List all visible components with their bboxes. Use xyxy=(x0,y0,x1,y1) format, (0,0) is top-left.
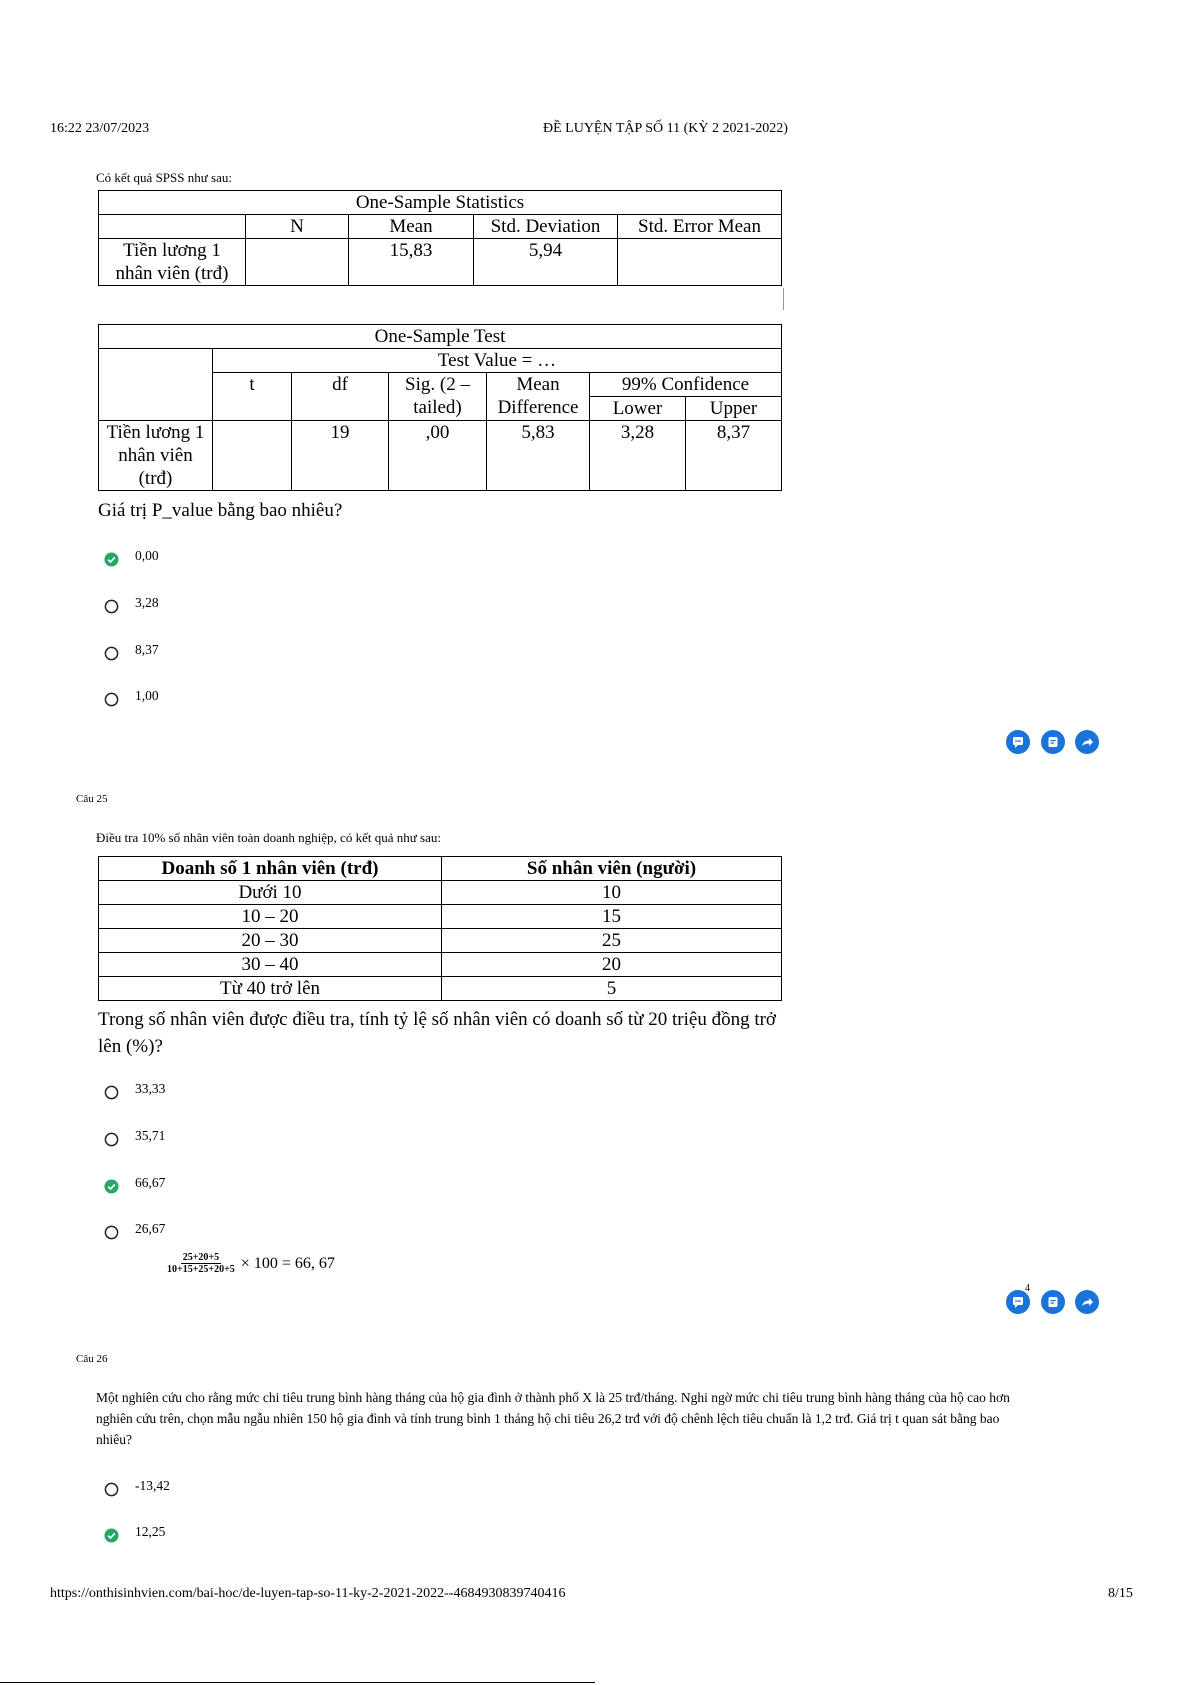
q25-option-1[interactable] xyxy=(104,1081,165,1097)
cursor-mark xyxy=(783,288,784,310)
share-button[interactable] xyxy=(1075,1290,1099,1314)
test-header-meandiff: Mean Difference xyxy=(487,373,590,421)
test-row-label: Tiền lương 1 nhân viên (trđ) xyxy=(99,421,213,491)
q24-option-4[interactable] xyxy=(104,688,159,704)
test-val-lower: 3,28 xyxy=(590,421,686,491)
option-label: 12,25 xyxy=(135,1524,166,1539)
bottom-divider xyxy=(0,1682,595,1683)
option-label: 26,67 xyxy=(135,1221,166,1236)
test-header-t: t xyxy=(213,373,292,421)
option-label: 35,71 xyxy=(135,1128,166,1143)
numerator: 25+20+5 xyxy=(182,1252,220,1263)
cell: 10 xyxy=(442,881,782,905)
check-circle-icon xyxy=(104,1528,119,1543)
stats-val-sem xyxy=(618,239,782,286)
header-title: ĐỀ LUYỆN TẬP SỐ 11 (KỲ 2 2021-2022) xyxy=(543,121,788,136)
radio-circle-icon xyxy=(104,1482,119,1497)
option-label: 66,67 xyxy=(135,1175,166,1190)
option-label: 3,28 xyxy=(135,595,159,610)
sales-table xyxy=(98,856,782,1001)
comment-icon xyxy=(1006,730,1030,754)
radio-circle-icon xyxy=(104,1132,119,1147)
q24-option-1[interactable] xyxy=(104,548,159,564)
table-row xyxy=(99,953,782,977)
table-row xyxy=(99,977,782,1001)
cell: 15 xyxy=(442,905,782,929)
q25-option-3[interactable] xyxy=(104,1175,165,1191)
test-value-label: Test Value = … xyxy=(213,349,782,373)
test-header-lower: Lower xyxy=(590,397,686,421)
sales-header-revenue: Doanh số 1 nhân viên (trđ) xyxy=(99,857,442,881)
radio-circle-icon xyxy=(104,646,119,661)
q24-question: Giá trị P_value bằng bao nhiêu? xyxy=(98,500,343,521)
cell: 25 xyxy=(442,929,782,953)
check-circle-icon xyxy=(104,552,119,567)
fraction xyxy=(167,1252,235,1275)
test-header-sig: Sig. (2 – tailed) xyxy=(389,373,487,421)
note-button[interactable] xyxy=(1041,730,1065,754)
stats-header-std: Std. Deviation xyxy=(474,215,618,239)
q26-question: Một nghiên cứu cho rằng mức chi tiêu trung bình hàng tháng của hộ gia đình ở thành phố X là 25 trđ/tháng. Nghi ngờ mức chi tiêu trung bình hàng tháng của hộ cao hơn nghiên cứu trên, chọn mẫu ngẫu nhiên 150 hộ gia đình và tính trung bình 1 tháng hộ chi tiêu 26,2 trđ với độ chênh lệch tiêu chuẩn là 1,2 trđ. Giá trị t quan sát bằng bao nhiêu? xyxy=(96,1390,1010,1447)
denominator: 10+15+25+20+5 xyxy=(167,1264,235,1275)
stats-header-sem: Std. Error Mean xyxy=(618,215,782,239)
q24-option-2[interactable] xyxy=(104,595,159,611)
radio-circle-icon xyxy=(104,1225,119,1240)
comment-button[interactable] xyxy=(1006,730,1030,754)
cell: 20 – 30 xyxy=(99,929,442,953)
test-val-t xyxy=(213,421,292,491)
stats-header-mean: Mean xyxy=(349,215,474,239)
q25-option-2[interactable] xyxy=(104,1128,165,1144)
q25-option-4[interactable] xyxy=(104,1221,165,1237)
test-header-ci: 99% Confidence xyxy=(590,373,782,397)
footer-page-number: 8/15 xyxy=(1108,1586,1133,1601)
option-label: 8,37 xyxy=(135,642,159,657)
stats-header-n: N xyxy=(246,215,349,239)
note-button[interactable] xyxy=(1041,1290,1065,1314)
q24-option-3[interactable] xyxy=(104,642,159,658)
q25-number: Câu 25 xyxy=(76,793,108,805)
one-sample-statistics-table xyxy=(98,190,782,286)
check-circle-icon xyxy=(104,1179,119,1194)
test-val-upper: 8,37 xyxy=(686,421,782,491)
stats-val-std: 5,94 xyxy=(474,239,618,286)
q26-option-1[interactable] xyxy=(104,1478,170,1494)
note-icon xyxy=(1041,1290,1065,1314)
cell: Từ 40 trở lên xyxy=(99,977,442,1001)
table-row xyxy=(99,881,782,905)
q24-intro: Có kết quả SPSS như sau: xyxy=(96,170,232,185)
option-label: 0,00 xyxy=(135,548,159,563)
share-icon xyxy=(1075,1290,1099,1314)
stats-val-n xyxy=(246,239,349,286)
cell: 30 – 40 xyxy=(99,953,442,977)
sales-header-count: Số nhân viên (người) xyxy=(442,857,782,881)
share-icon xyxy=(1075,730,1099,754)
q25-question: Trong số nhân viên được điều tra, tính tỷ lệ số nhân viên có doanh số từ 20 triệu đồng trở lên (%)? xyxy=(98,1009,776,1057)
q26-option-2[interactable] xyxy=(104,1524,165,1540)
test-header-df: df xyxy=(292,373,389,421)
q25-intro: Điều tra 10% số nhân viên toàn doanh nghiệp, có kết quả như sau: xyxy=(96,830,441,845)
cell: Dưới 10 xyxy=(99,881,442,905)
cell: 5 xyxy=(442,977,782,1001)
radio-circle-icon xyxy=(104,599,119,614)
cell: 20 xyxy=(442,953,782,977)
test-table-title: One-Sample Test xyxy=(99,325,782,349)
stats-row-label: Tiền lương 1 nhân viên (trđ) xyxy=(99,239,246,286)
test-header-upper: Upper xyxy=(686,397,782,421)
option-label: -13,42 xyxy=(135,1478,170,1493)
q25-explanation-formula xyxy=(167,1252,335,1275)
test-val-sig: ,00 xyxy=(389,421,487,491)
stats-table-title: One-Sample Statistics xyxy=(99,191,782,215)
note-icon xyxy=(1041,730,1065,754)
option-label: 1,00 xyxy=(135,688,159,703)
test-val-meandiff: 5,83 xyxy=(487,421,590,491)
stats-val-mean: 15,83 xyxy=(349,239,474,286)
test-val-df: 19 xyxy=(292,421,389,491)
q26-number: Câu 26 xyxy=(76,1353,108,1365)
table-row xyxy=(99,929,782,953)
header-datetime: 16:22 23/07/2023 xyxy=(50,121,150,136)
one-sample-test-table xyxy=(98,324,782,491)
share-button[interactable] xyxy=(1075,730,1099,754)
radio-circle-icon xyxy=(104,692,119,707)
radio-circle-icon xyxy=(104,1085,119,1100)
footer-url[interactable]: https://onthisinhvien.com/bai-hoc/de-luyen-tap-so-11-ky-2-2021-2022--4684930839740416 xyxy=(50,1586,566,1601)
cell: 10 – 20 xyxy=(99,905,442,929)
formula-result: × 100 = 66, 67 xyxy=(240,1254,335,1272)
option-label: 33,33 xyxy=(135,1081,166,1096)
table-row xyxy=(99,905,782,929)
comment-count-badge: 4 xyxy=(1025,1283,1030,1294)
